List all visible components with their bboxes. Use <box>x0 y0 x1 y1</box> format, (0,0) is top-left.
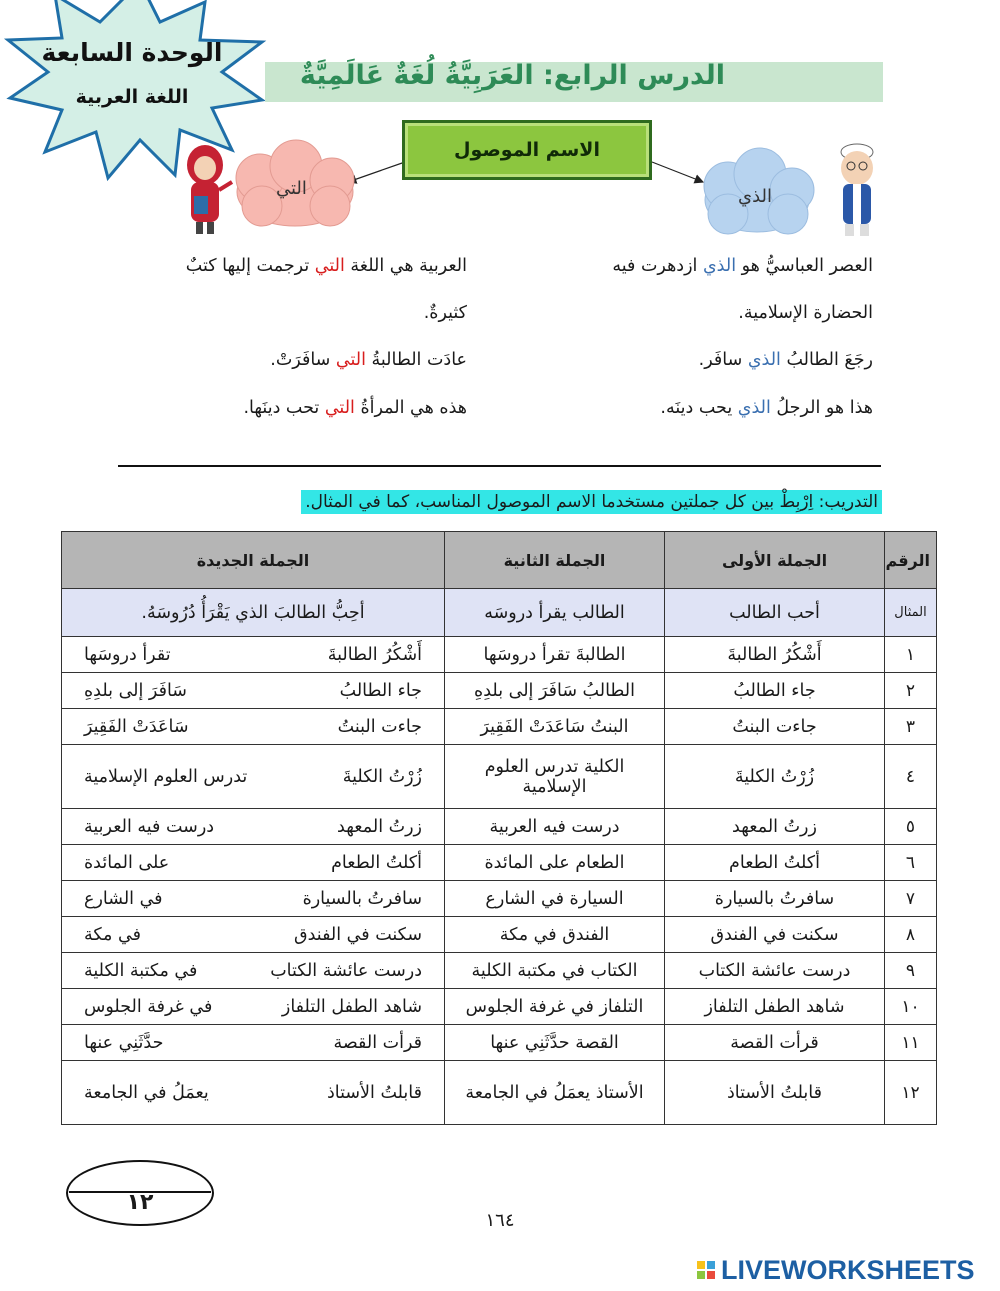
table-row <box>62 1061 937 1125</box>
row-second: الكتاب في مكتبة الكلية <box>445 953 665 989</box>
row-new <box>62 1025 445 1061</box>
row-first: قرأت القصة <box>665 1025 885 1061</box>
example-left-1: العربية هي اللغة التي ترجمت إليها كتبٌ <box>185 256 467 276</box>
row-new-part-a: درست عائشة الكتاب <box>270 960 422 981</box>
row-new-part-a: قرأت القصة <box>333 1032 422 1053</box>
header-num: الرقم <box>885 532 937 589</box>
row-first: أكلتُ الطعام <box>665 845 885 881</box>
table-row <box>62 881 937 917</box>
row-new <box>62 845 445 881</box>
row-second: الأستاذ يعمَلُ في الجامعة <box>445 1061 665 1125</box>
row-new-part-b: في مكة <box>84 924 141 945</box>
row-new-part-b: درست فيه العربية <box>84 816 215 837</box>
row-second: الفندق في مكة <box>445 917 665 953</box>
row-num: ٦ <box>885 845 937 881</box>
row-new-part-a: زُرْتُ الكليةَ <box>342 766 422 787</box>
row-num: ١٠ <box>885 989 937 1025</box>
row-new-part-a: سكنت في الفندق <box>294 924 422 945</box>
row-new <box>62 881 445 917</box>
row-new-part-b: تقرأ دروسَها <box>84 644 171 665</box>
row-second: الطعام على المائدة <box>445 845 665 881</box>
table-row <box>62 845 937 881</box>
row-second: التلفاز في غرفة الجلوس <box>445 989 665 1025</box>
example-first: أحب الطالب <box>665 589 885 637</box>
row-first: زرتُ المعهد <box>665 809 885 845</box>
row-new <box>62 1061 445 1125</box>
row-first: جاءت البنتُ <box>665 709 885 745</box>
row-second: السيارة في الشارع <box>445 881 665 917</box>
example-new: أحِبُّ الطالبَ الذي يَقْرَأُ دُرُوسَهُ. <box>62 589 445 637</box>
row-second: الطالبُ سَافَرَ إلى بلدِهِ <box>445 673 665 709</box>
brand-text: LIVEWORKSHEETS <box>721 1254 975 1285</box>
row-first: شاهد الطفل التلفاز <box>665 989 885 1025</box>
row-new <box>62 917 445 953</box>
table-row <box>62 1025 937 1061</box>
brand-squares-icon <box>696 1260 718 1280</box>
example-right-3: هذا هو الرجلُ الذي يحب دينَه. <box>660 398 873 418</box>
row-new-part-a: أَشْكُرُ الطالبةَ <box>327 644 422 665</box>
row-first: زُرْتُ الكليةَ <box>665 745 885 809</box>
row-first: سافرتُ بالسيارة <box>665 881 885 917</box>
row-new-part-b: سَافَرَ إلى بلدِهِ <box>84 680 187 701</box>
row-new-part-b: في مكتبة الكلية <box>84 960 198 981</box>
row-num: ٨ <box>885 917 937 953</box>
row-second: الطالبةَ تقرأ دروسَها <box>445 637 665 673</box>
row-new-part-a: أكلتُ الطعام <box>331 852 422 873</box>
row-new-part-b: تدرس العلوم الإسلامية <box>84 766 248 787</box>
table-row <box>62 745 937 809</box>
boy-figure <box>841 144 873 236</box>
row-first: قابلتُ الأستاذ <box>665 1061 885 1125</box>
row-new <box>62 745 445 809</box>
row-new-part-a: جاء الطالبُ <box>339 680 422 701</box>
row-first: سكنت في الفندق <box>665 917 885 953</box>
table-row <box>62 637 937 673</box>
row-new <box>62 953 445 989</box>
row-num: ١١ <box>885 1025 937 1061</box>
row-new-part-b: على المائدة <box>84 852 170 873</box>
row-second: القصة حدَّثَنِي عنها <box>445 1025 665 1061</box>
row-new <box>62 637 445 673</box>
row-second: البنتُ سَاعَدَتْ الفَقِيرَ <box>445 709 665 745</box>
table-header-row <box>62 532 937 589</box>
example-second: الطالب يقرأ دروسَه <box>445 589 665 637</box>
row-new <box>62 989 445 1025</box>
row-new <box>62 709 445 745</box>
row-first: أَشْكُرُ الطالبةَ <box>665 637 885 673</box>
row-new-part-b: في غرفة الجلوس <box>84 996 213 1017</box>
table-row <box>62 709 937 745</box>
exercise-table <box>61 531 937 1125</box>
table-row <box>62 809 937 845</box>
left-cloud-label: التي <box>276 178 307 199</box>
page-number: ١٦٤ <box>485 1210 515 1231</box>
exercise-instruction: التدريب: اِرْبِطْ بين كل جملتين مستخدما الاسم الموصول المناسب، كما في المثال. <box>301 490 882 514</box>
row-second: الكلية تدرس العلوم الإسلامية <box>445 745 665 809</box>
table-row <box>62 673 937 709</box>
example-left-2: عادَت الطالبةُ التي سافَرَتْ. <box>270 350 467 370</box>
header-new: الجملة الجديدة <box>62 532 445 589</box>
row-new <box>62 673 445 709</box>
score-oval-number: ١٢ <box>126 1190 154 1215</box>
subject-title: اللغة العربية <box>75 86 189 108</box>
row-new-part-b: حدَّثَنِي عنها <box>84 1032 164 1053</box>
example-num: المثال <box>885 589 937 637</box>
row-num: ٧ <box>885 881 937 917</box>
table-row <box>62 953 937 989</box>
header-second: الجملة الثانية <box>445 532 665 589</box>
example-left-3: هذه هي المرأةُ التي تحب دينَها. <box>243 398 467 418</box>
row-num: ١٢ <box>885 1061 937 1125</box>
row-num: ١ <box>885 637 937 673</box>
row-new-part-b: في الشارع <box>84 888 163 909</box>
example-right-1: العصر العباسيُّ هو الذي ازدهرت فيه <box>612 256 873 276</box>
row-first: جاء الطالبُ <box>665 673 885 709</box>
row-num: ٢ <box>885 673 937 709</box>
example-left-1-cont: كثيرةٌ. <box>423 303 467 323</box>
example-right-2: رجَعَ الطالبُ الذي سافَر. <box>698 350 873 370</box>
brand-logo <box>696 1256 975 1284</box>
row-new-part-a: سافرتُ بالسيارة <box>302 888 422 909</box>
row-new-part-b: يعمَلُ في الجامعة <box>84 1082 209 1103</box>
row-new-part-a: شاهد الطفل التلفاز <box>281 996 422 1017</box>
right-cloud-label: الذي <box>738 186 773 207</box>
row-new-part-b: سَاعَدَتْ الفَقِيرَ <box>84 716 189 737</box>
row-num: ٩ <box>885 953 937 989</box>
section-divider <box>118 465 881 467</box>
row-num: ٥ <box>885 809 937 845</box>
table-example-row <box>62 589 937 637</box>
concept-box: الاسم الموصول <box>402 120 652 180</box>
table-row <box>62 917 937 953</box>
row-num: ٣ <box>885 709 937 745</box>
row-num: ٤ <box>885 745 937 809</box>
row-new-part-a: زرتُ المعهد <box>337 816 422 837</box>
table-row <box>62 989 937 1025</box>
row-second: درست فيه العربية <box>445 809 665 845</box>
row-new <box>62 809 445 845</box>
row-new-part-a: جاءت البنتُ <box>337 716 422 737</box>
unit-title: الوحدة السابعة <box>41 38 223 67</box>
girl-figure <box>187 145 232 234</box>
row-new-part-a: قابلتُ الأستاذ <box>326 1082 422 1103</box>
lesson-title: الدرس الرابع: العَرَبِيَّةُ لُغَةٌ عَالَمِيَّةٌ <box>299 60 725 91</box>
example-right-1-cont: الحضارة الإسلامية. <box>738 303 873 323</box>
row-first: درست عائشة الكتاب <box>665 953 885 989</box>
header-first: الجملة الأولى <box>665 532 885 589</box>
